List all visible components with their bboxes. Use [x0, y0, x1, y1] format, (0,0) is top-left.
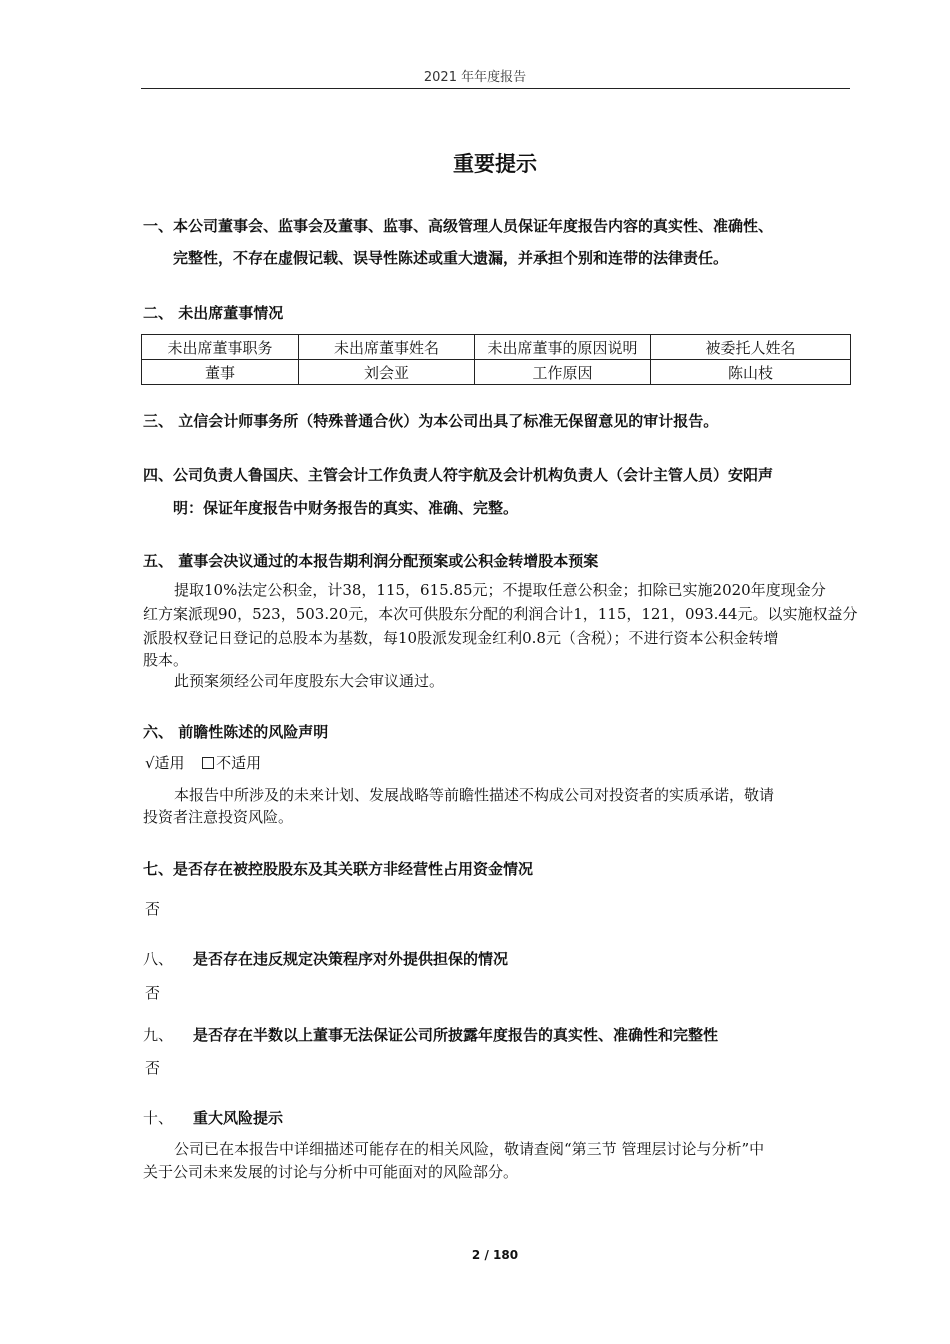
header-divider — [141, 88, 850, 89]
table-header-cell: 未出席董事职务 — [142, 335, 299, 360]
applicable-option: √适用 — [145, 754, 185, 772]
table-row — [142, 360, 851, 385]
section-5-paragraph-line-3: 派股权登记日登记的总股本为基数，每10股派发现金红利0.8元（含税）；不进行资本公积金转增 — [143, 629, 779, 647]
section-7-answer: 否 — [145, 900, 161, 918]
section-5-heading: 五、 董事会决议通过的本报告期利润分配预案或公积金转增股本预案 — [143, 552, 599, 570]
section-5-paragraph-line-1: 提取10%法定公积金，计38，115，615.85元；不提取任意公积金；扣除已实施2020年度现金分 — [174, 581, 826, 599]
section-9-number: 九、 — [143, 1026, 174, 1044]
section-5-approval-note: 此预案须经公司年度股东大会审议通过。 — [174, 672, 445, 690]
table-cell: 董事 — [142, 360, 299, 385]
section-5-paragraph-line-4: 股本。 — [143, 651, 189, 669]
section-10-paragraph-line-2: 关于公司未来发展的讨论与分析中可能面对的风险部分。 — [143, 1163, 519, 1181]
table-header-cell: 被委托人姓名 — [651, 335, 851, 360]
table-cell: 刘会亚 — [299, 360, 475, 385]
section-2-heading: 二、 未出席董事情况 — [143, 304, 284, 322]
page-title: 重要提示 — [453, 152, 537, 176]
page-number: 2 / 180 — [471, 1248, 519, 1262]
table-cell: 陈山枝 — [651, 360, 851, 385]
section-4-line-1: 四、公司负责人鲁国庆、主管会计工作负责人符宇航及会计机构负责人（会计主管人员）安阳声 — [143, 466, 774, 484]
table-header-row — [142, 335, 851, 360]
section-4-line-2: 明：保证年度报告中财务报告的真实、准确、完整。 — [173, 499, 519, 517]
section-9-heading: 是否存在半数以上董事无法保证公司所披露年度报告的真实性、准确性和完整性 — [193, 1026, 719, 1044]
table-header-cell: 未出席董事姓名 — [299, 335, 475, 360]
section-6-paragraph-line-2: 投资者注意投资风险。 — [143, 808, 294, 826]
section-5-paragraph-line-2: 红方案派现90，523，503.20元，本次可供股东分配的利润合计1，115，121，093.44元。以实施权益分 — [143, 605, 858, 623]
applicability-row — [145, 753, 261, 774]
unchecked-box-icon — [202, 757, 214, 769]
section-6-heading: 六、 前瞻性陈述的风险声明 — [143, 723, 329, 741]
table-cell: 工作原因 — [475, 360, 651, 385]
report-header-title: 2021 年年度报告 — [423, 70, 527, 85]
section-8-answer: 否 — [145, 984, 161, 1002]
section-1-line-2: 完整性，不存在虚假记载、误导性陈述或重大遗漏，并承担个别和连带的法律责任。 — [173, 249, 729, 267]
section-3-text: 三、 立信会计师事务所（特殊普通合伙）为本公司出具了标准无保留意见的审计报告。 — [143, 412, 719, 430]
section-10-number: 十、 — [143, 1109, 174, 1127]
section-9-answer: 否 — [145, 1059, 161, 1077]
section-1-line-1: 一、本公司董事会、监事会及董事、监事、高级管理人员保证年度报告内容的真实性、准确性、 — [143, 217, 774, 235]
absent-directors-table — [141, 334, 851, 385]
section-8-number: 八、 — [143, 950, 174, 968]
table-header-cell: 未出席董事的原因说明 — [475, 335, 651, 360]
section-8-heading: 是否存在违反规定决策程序对外提供担保的情况 — [193, 950, 509, 968]
section-10-heading: 重大风险提示 — [193, 1109, 284, 1127]
section-6-paragraph-line-1: 本报告中所涉及的未来计划、发展战略等前瞻性描述不构成公司对投资者的实质承诺，敬请 — [174, 786, 775, 804]
section-7-heading: 七、是否存在被控股股东及其关联方非经营性占用资金情况 — [143, 860, 534, 878]
section-10-paragraph-line-1: 公司已在本报告中详细描述可能存在的相关风险，敬请查阅“第三节 管理层讨论与分析”中 — [174, 1140, 765, 1158]
not-applicable-option: 不适用 — [216, 754, 262, 772]
